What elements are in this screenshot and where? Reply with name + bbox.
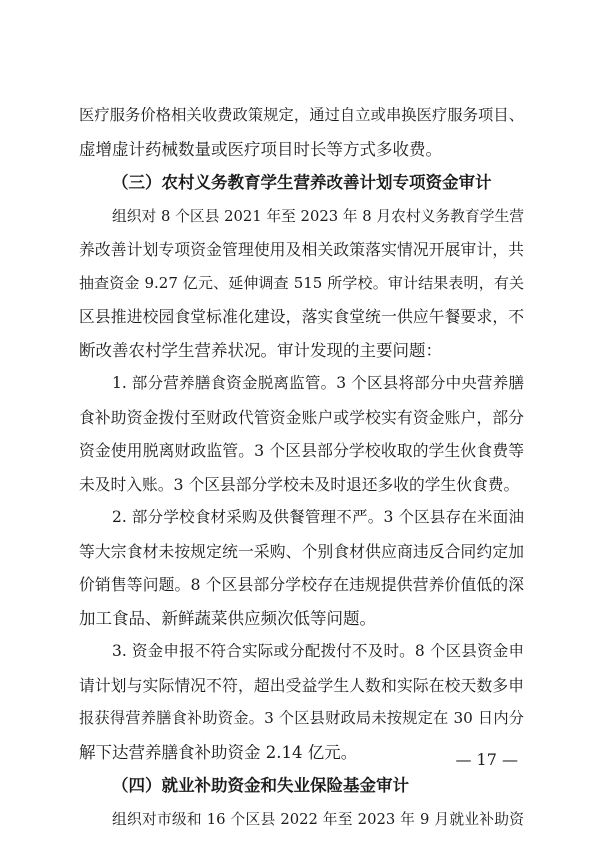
- text-line: 资金使用脱离财政监管。3 个区县部分学校收取的学生伙食费等: [79, 441, 524, 460]
- text-line: 2. 部分学校食材采购及供餐管理不严。3 个区县存在米面油: [112, 508, 524, 526]
- text-line: 食补助资金拨付至财政代管资金账户或学校实有资金账户，部分: [79, 407, 524, 427]
- text-line: 请计划与实际情况不符，超出受益学生人数和实际在校天数多申: [79, 675, 524, 695]
- text-line: 加工食品、新鲜蔬菜供应频次低等问题。: [79, 608, 376, 628]
- section-heading: （三）农村义务教育学生营养改善计划专项资金审计: [112, 173, 492, 192]
- text-line: 解下达营养膳食补助资金 2.14 亿元。: [79, 742, 358, 762]
- text-line: 价销售等问题。8 个区县部分学校存在违规提供营养价值低的深: [79, 575, 524, 594]
- section-heading: （四）就业补助资金和失业保险基金审计: [112, 776, 409, 795]
- text-line: 报获得营养膳食补助资金。3 个区县财政局未按规定在 30 日内分: [79, 709, 524, 727]
- page-number: — 17 —: [455, 750, 518, 769]
- body-text: [79, 99, 524, 836]
- text-line: 3. 资金申报不符合实际或分配拨付不及时。8 个区县资金申: [112, 642, 524, 660]
- text-line: 组织对 8 个区县 2021 年至 2023 年 8 月农村义务教育学生营: [112, 207, 524, 225]
- text-line: 区县推进校园食堂标准化建设，落实食堂统一供应午餐要求，不: [79, 307, 524, 326]
- text-line: 未及时入账。3 个区县部分学校未及时退还多收的学生伙食费。: [79, 474, 520, 494]
- text-line: 抽查资金 9.27 亿元、延伸调查 515 所学校。审计结果表明，有关: [79, 273, 524, 292]
- text-line: 虚增虚计药械数量或医疗项目时长等方式多收费。: [79, 139, 442, 159]
- text-line: 断改善农村学生营养状况。审计发现的主要问题：: [79, 340, 442, 360]
- text-line: 组织对市级和 16 个区县 2022 年至 2023 年 9 月就业补助资: [112, 810, 524, 828]
- text-line: 等大宗食材未按规定统一采购、个别食材供应商违反合同约定加: [79, 541, 524, 561]
- text-line: 1. 部分营养膳食资金脱离监管。3 个区县将部分中央营养膳: [112, 374, 524, 392]
- text-line: 医疗服务价格相关收费政策规定，通过自立或串换医疗服务项目、: [79, 106, 524, 124]
- text-line: 养改善计划专项资金管理使用及相关政策落实情况开展审计，共: [79, 240, 524, 259]
